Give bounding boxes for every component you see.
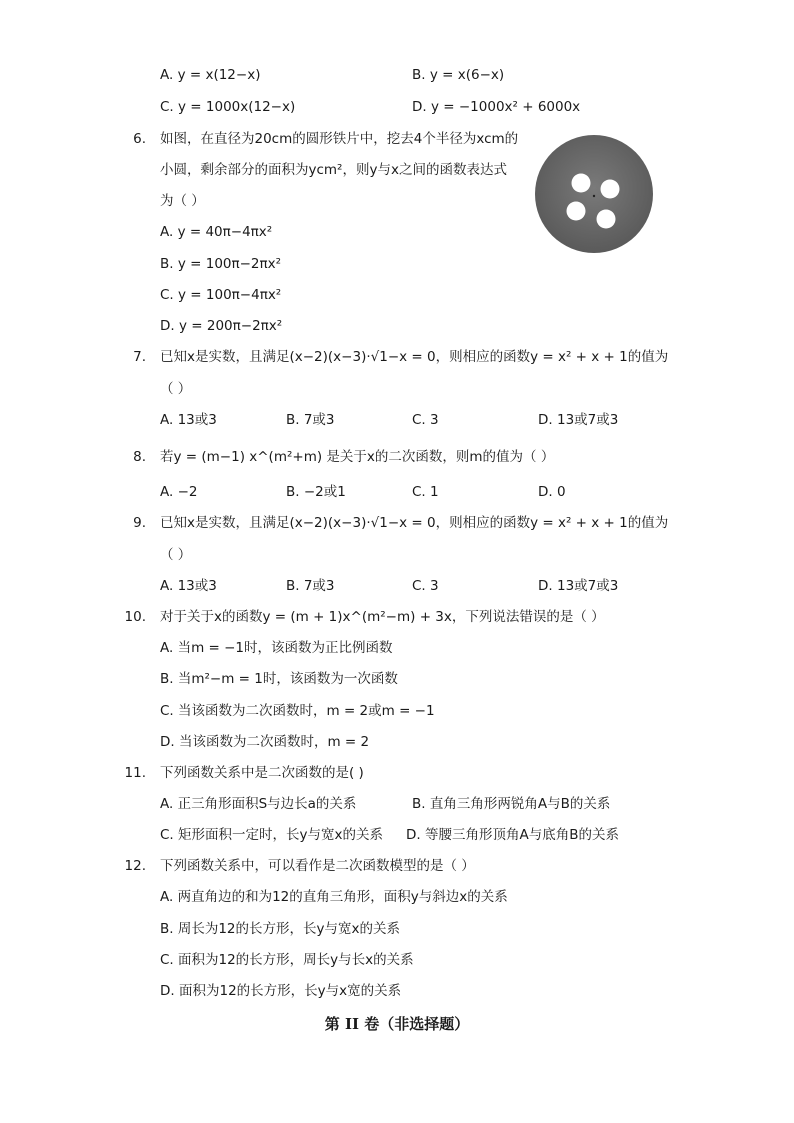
q10-stem-line1: 对于关于x的函数y = (m + 1)x^(m²−m) + 3x，下列说法错误的是（ ）	[160, 609, 605, 625]
q9-option-c: C. 3	[412, 578, 439, 594]
q9-option-a: A. 13或3	[160, 578, 217, 594]
q11-option-c: C. 矩形面积一定时，长y与宽x的关系	[160, 827, 383, 843]
q6-option-b: B. y = 100π−2πx²	[160, 256, 282, 272]
q7-option-b: B. 7或3	[286, 412, 335, 428]
q9-option-b: B. 7或3	[286, 578, 335, 594]
q10-option-c: C. 当该函数为二次函数时，m = 2或m = −1	[160, 703, 435, 719]
q8-option-a: A. −2	[160, 484, 198, 500]
q11-number: 11.	[124, 765, 146, 781]
q9-option-d: D. 13或7或3	[538, 578, 619, 594]
q12-option-b: B. 周长为12的长方形，长y与宽x的关系	[160, 921, 401, 937]
q6-option-c: C. y = 100π−4πx²	[160, 287, 282, 303]
q7-option-d: D. 13或7或3	[538, 412, 619, 428]
disc-with-four-holes-icon	[533, 133, 655, 255]
q5-option-b: B. y = x(6−x)	[412, 67, 505, 83]
q8-stem-line1: 若y = (m−1) x^(m²+m) 是关于x的二次函数，则m的值为（ ）	[160, 449, 555, 465]
q12-number: 12.	[124, 858, 146, 874]
q9-number: 9.	[133, 515, 146, 531]
q9-stem-line2: （ ）	[160, 547, 192, 563]
q5-option-a: A. y = x(12−x)	[160, 67, 261, 83]
q11-option-a: A. 正三角形面积S与边长a的关系	[160, 796, 357, 812]
q12-option-c: C. 面积为12的长方形，周长y与长x的关系	[160, 952, 414, 968]
q5-option-c: C. y = 1000x(12−x)	[160, 99, 296, 115]
q7-option-c: C. 3	[412, 412, 439, 428]
q8-option-d: D. 0	[538, 484, 566, 500]
q12-stem-line1: 下列函数关系中，可以看作是二次函数模型的是（ ）	[160, 858, 475, 874]
q8-option-c: C. 1	[412, 484, 439, 500]
q11-stem-line1: 下列函数关系中是二次函数的是( )	[160, 765, 364, 781]
q6-stem-line3: 为（ ）	[160, 193, 205, 209]
q6-number: 6.	[133, 131, 146, 147]
q12-option-a: A. 两直角边的和为12的直角三角形，面积y与斜边x的关系	[160, 889, 508, 905]
q8-option-b: B. −2或1	[286, 484, 346, 500]
q10-option-d: D. 当该函数为二次函数时，m = 2	[160, 734, 370, 750]
q11-option-d: D. 等腰三角形顶角A与底角B的关系	[406, 827, 619, 843]
q10-number: 10.	[124, 609, 146, 625]
q10-option-b: B. 当m²−m = 1时，该函数为一次函数	[160, 671, 398, 687]
q7-option-a: A. 13或3	[160, 412, 217, 428]
q11-option-b: B. 直角三角形两锐角A与B的关系	[412, 796, 611, 812]
q10-option-a: A. 当m = −1时，该函数为正比例函数	[160, 640, 393, 656]
q9-stem-line1: 已知x是实数，且满足(x−2)(x−3)·√1−x = 0，则相应的函数y = x² + x + 1的值为	[160, 515, 669, 531]
q12-option-d: D. 面积为12的长方形，长y与x宽的关系	[160, 983, 402, 999]
q6-stem-line1: 如图，在直径为20cm的圆形铁片中，挖去4个半径为xcm的	[160, 131, 519, 147]
q7-stem-line2: （ ）	[160, 381, 192, 397]
q7-number: 7.	[133, 349, 146, 365]
q6-stem-line2: 小圆，剩余部分的面积为ycm²，则y与x之间的函数表达式	[160, 162, 507, 178]
q8-number: 8.	[133, 449, 146, 465]
q7-stem-line1: 已知x是实数，且满足(x−2)(x−3)·√1−x = 0，则相应的函数y = x² + x + 1的值为	[160, 349, 669, 365]
q6-option-d: D. y = 200π−2πx²	[160, 318, 283, 334]
section-title: 第 II 卷（非选择题）	[324, 1015, 470, 1033]
q6-option-a: A. y = 40π−4πx²	[160, 224, 273, 240]
q5-option-d: D. y = −1000x² + 6000x	[412, 99, 581, 115]
